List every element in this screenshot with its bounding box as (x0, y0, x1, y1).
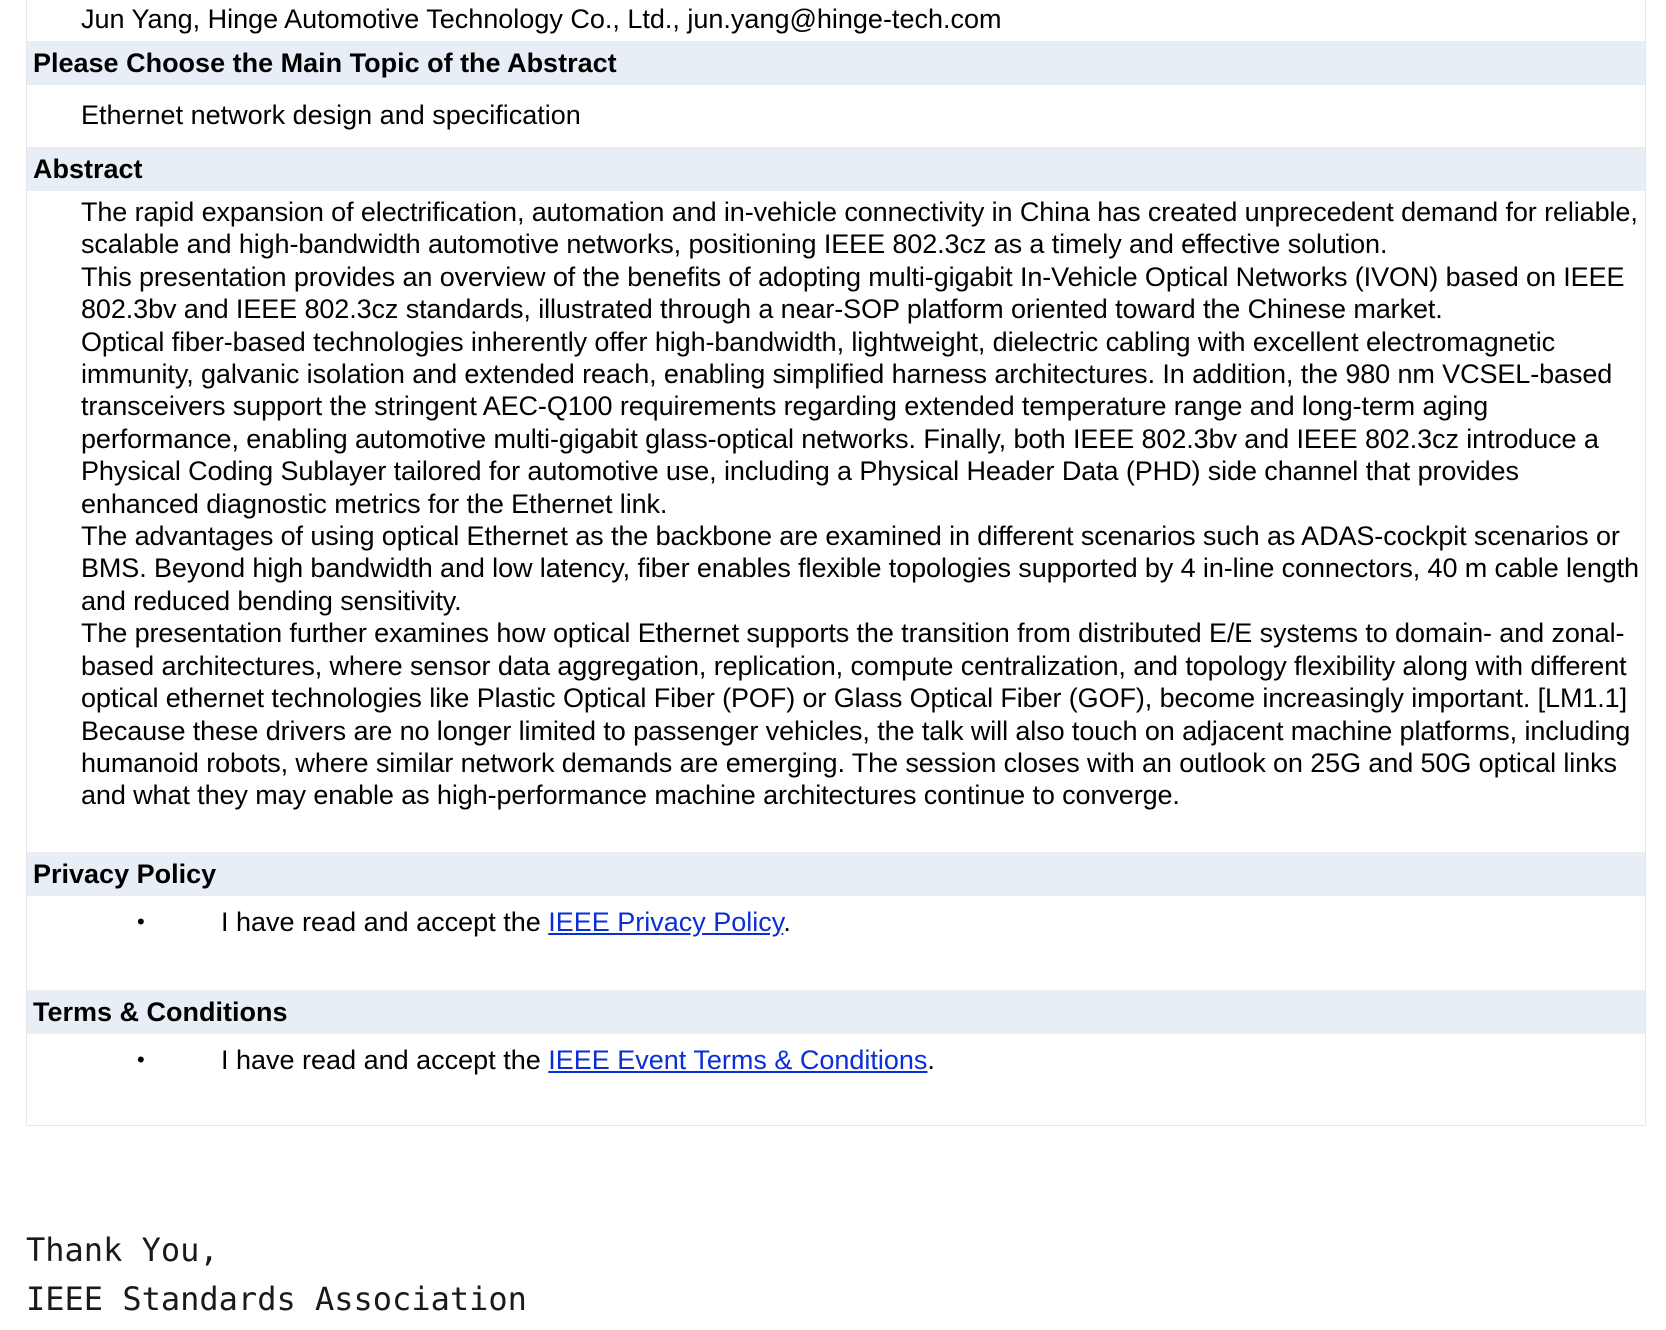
terms-section-header: Terms & Conditions (27, 990, 1645, 1034)
abstract-paragraph: The presentation further examines how optical Ethernet supports the transition from distributed E/E systems to domain- and zonal-based architectures, where sensor data aggregation, replication, compute centralization, and topology flexibility along with different optical ethernet technologies like Plastic Optical Fiber (POF) or Glass Optical Fiber (GOF), become increasingly important. [LM1.1] (81, 618, 1627, 714)
privacy-consent-item (137, 905, 791, 939)
terms-conditions-link[interactable]: IEEE Event Terms & Conditions (548, 1045, 928, 1075)
privacy-section-header: Privacy Policy (27, 852, 1645, 896)
terms-consent-text: I have read and accept the (221, 1045, 549, 1075)
abstract-paragraph: This presentation provides an overview of the benefits of adopting multi-gigabit In-Vehicle Optical Networks (IVON) based on IEEE 802.3bv and IEEE 802.3cz standards, illustrated through a near-SOP platform oriented toward the Chinese market. (81, 261, 1625, 325)
abstract-section-header: Abstract (27, 147, 1645, 191)
bullet-icon: • (137, 909, 145, 934)
abstract-paragraph: The rapid expansion of electrification, automation and in-vehicle connectivity in China has created unprecedent demand for reliable, scalable and high-bandwidth automotive networks, positioning IEEE 802.3cz as a timely and effective solution. (81, 197, 1638, 260)
topic-value: Ethernet network design and specification (81, 100, 581, 130)
privacy-policy-link[interactable]: IEEE Privacy Policy (548, 907, 784, 937)
signoff-greeting: Thank You, (26, 1231, 219, 1269)
terms-consent-item (137, 1043, 935, 1077)
abstract-submission-panel (26, 0, 1646, 1126)
privacy-consent-suffix: . (783, 907, 791, 937)
signoff-sender: IEEE Standards Association (26, 1280, 527, 1318)
author-line: Jun Yang, Hinge Automotive Technology Co., Ltd., jun.yang@hinge-tech.com (81, 4, 1002, 34)
abstract-paragraph: Optical fiber-based technologies inherently offer high-bandwidth, lightweight, dielectric cabling with excellent electromagnetic immunity, galvanic isolation and extended reach, enabling simplified harness architectures. In addition, the 980 nm VCSEL-based transceivers support the stringent AEC-Q100 requirements regarding extended temperature range and long-term aging performance, enabling automotive multi-gigabit glass-optical networks. Finally, both IEEE 802.3bv and IEEE 802.3cz introduce a Physical Coding Sublayer tailored for automotive use, including a Physical Header Data (PHD) side channel that provides enhanced diagnostic metrics for the Ethernet link. (81, 326, 1613, 519)
abstract-paragraph: The advantages of using optical Ethernet as the backbone are examined in different scenarios such as ADAS-cockpit scenarios or BMS. Beyond high bandwidth and low latency, fiber enables flexible topologies supported by 4 in-line connectors, 40 m cable length and reduced bending sensitivity. (81, 521, 1639, 616)
bullet-icon: • (137, 1047, 145, 1072)
privacy-consent-text: I have read and accept the (221, 907, 549, 937)
abstract-body (81, 196, 1643, 812)
abstract-paragraph: Because these drivers are no longer limited to passenger vehicles, the talk will also touch on adjacent machine platforms, including humanoid robots, where similar network demands are emerging. The session closes with an outlook on 25G and 50G optical links and what they may enable as high-performance machine architectures continue to converge. (81, 715, 1631, 811)
topic-section-header: Please Choose the Main Topic of the Abstract (27, 41, 1645, 85)
terms-consent-suffix: . (927, 1045, 935, 1075)
